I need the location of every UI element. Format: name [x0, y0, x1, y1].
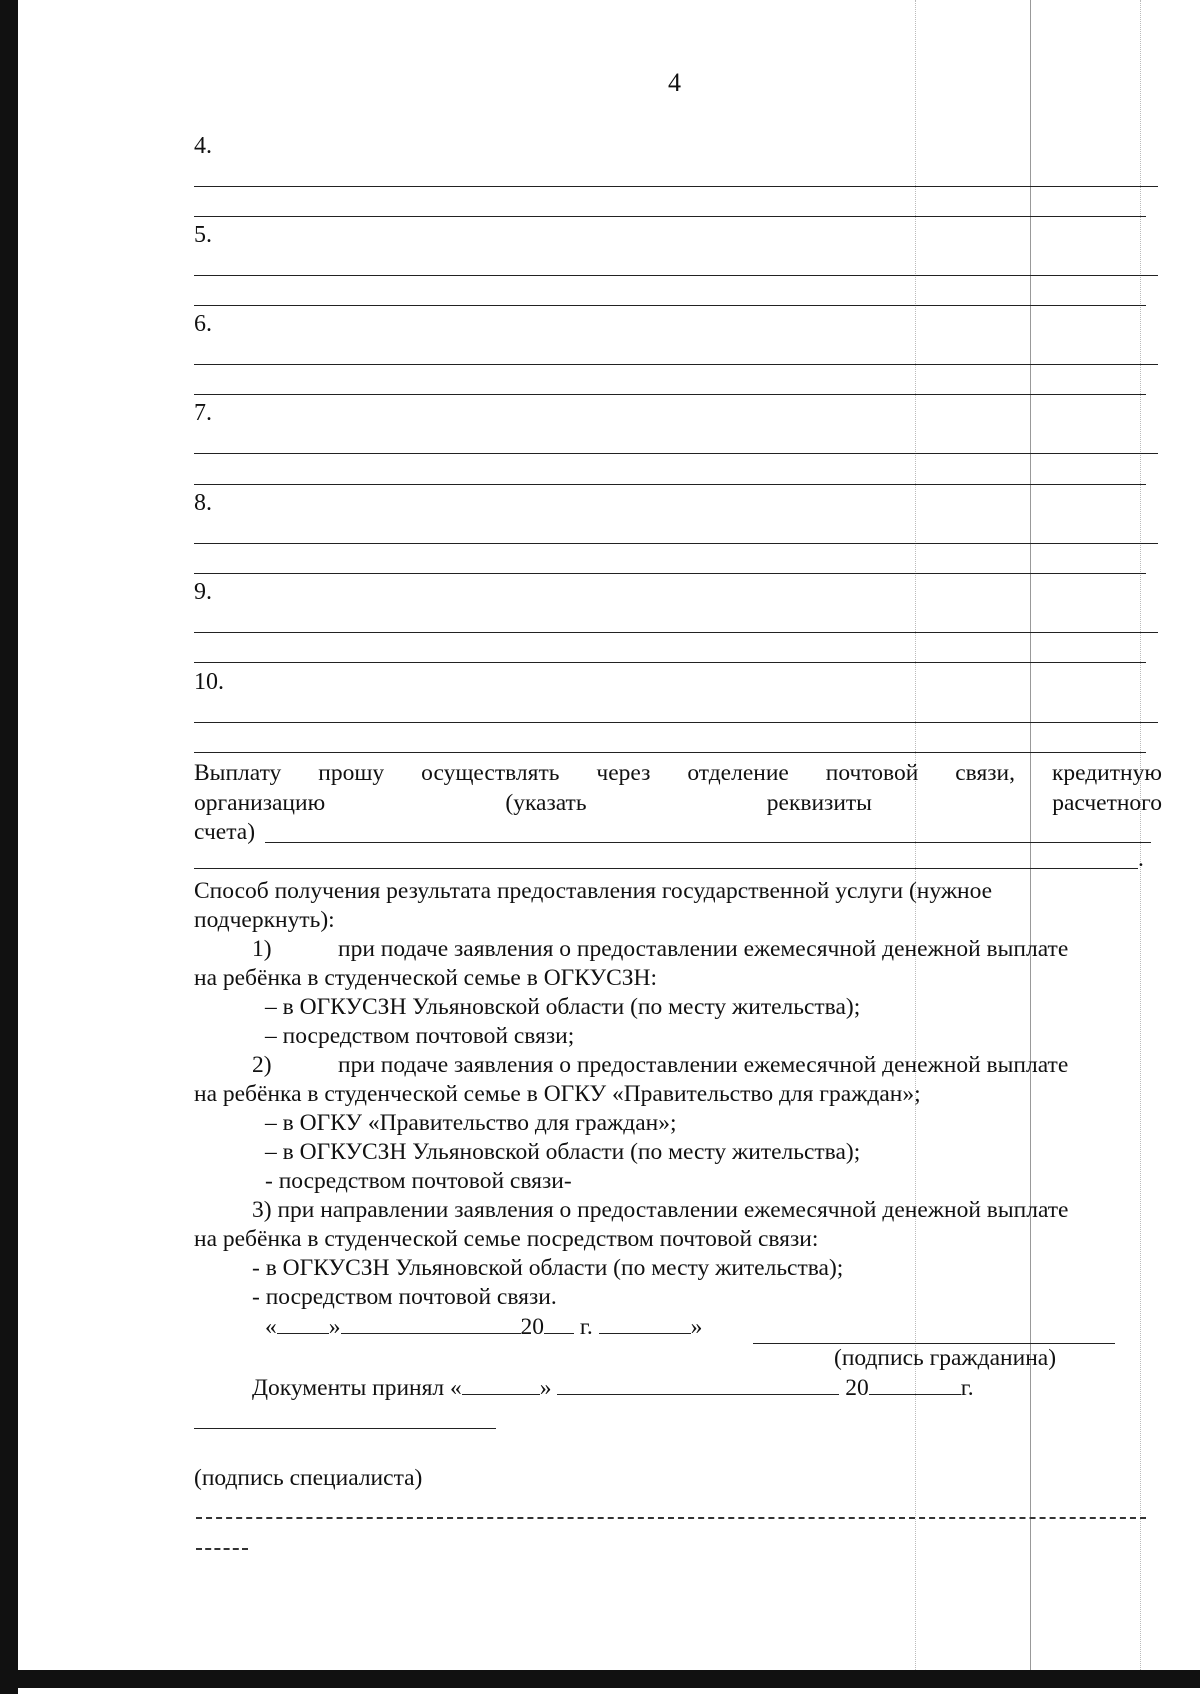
blank-line [194, 662, 1146, 663]
year-blank [544, 1313, 574, 1334]
specialist-signature-caption: (подпись специалиста) [194, 1465, 423, 1491]
option-subitem: - посредством почтовой связи- [265, 1168, 572, 1194]
specialist-signature-line [194, 1428, 496, 1429]
blank-line [194, 868, 1138, 869]
item-number: 5. [194, 222, 212, 248]
account-blank-line [265, 842, 1151, 843]
applicant-signature-row: « » 20 г. » [265, 1314, 703, 1340]
blank-line [194, 394, 1146, 395]
blank-line [194, 275, 1158, 276]
scan-fold-line [1140, 0, 1141, 1670]
date-blank [599, 1313, 691, 1334]
item-number: 4. [194, 133, 212, 159]
blank-line [194, 305, 1146, 306]
blank-line [194, 186, 1158, 187]
item-number: 10. [194, 669, 224, 695]
option-text: на ребёнка в студенческой семье в ОГКУСЗН: [194, 965, 658, 991]
page-number: 4 [668, 68, 681, 97]
option-text: на ребёнка в студенческой семье посредством почтовой связи: [194, 1226, 819, 1252]
method-intro: подчеркнуть): [194, 907, 335, 933]
scan-fold-line [1030, 0, 1031, 1670]
scan-fold-line [915, 0, 916, 1670]
option-subitem: – в ОГКУ «Правительство для граждан»; [265, 1110, 677, 1136]
option-text: 3) при направлении заявления о предоставлении ежемесячной денежной выплате [252, 1197, 1069, 1223]
method-intro: Способ получения результата предоставления государственной услуги (нужное [194, 878, 993, 904]
cut-line [196, 1517, 1146, 1519]
blank-line [194, 453, 1158, 454]
month-blank [341, 1313, 521, 1334]
documents-accepted-row: Документы принял « » 20 г. [252, 1375, 974, 1401]
item-number: 8. [194, 490, 212, 516]
option-subitem: – в ОГКУСЗН Ульяновской области (по месту жительства); [265, 994, 861, 1020]
option-number: 2) [252, 1052, 272, 1078]
applicant-signature-caption: (подпись гражданина) [834, 1345, 1057, 1371]
payment-text-line: организацию (указать реквизиты расчетного [194, 790, 1162, 816]
account-label: счета) [194, 819, 256, 845]
year-blank [869, 1374, 961, 1395]
payment-text-line: Выплату прошу осуществлять через отделение почтовой связи, кредитную [194, 760, 1162, 786]
scan-left-border [0, 0, 18, 1694]
option-text: при подаче заявления о предоставлении ежемесячной денежной выплате [338, 936, 1069, 962]
blank-line [194, 364, 1158, 365]
scan-bottom-border [0, 1670, 1200, 1688]
blank-line [194, 722, 1158, 723]
blank-line [194, 543, 1158, 544]
option-text: на ребёнка в студенческой семье в ОГКУ «Правительство для граждан»; [194, 1081, 921, 1107]
blank-line [194, 632, 1158, 633]
option-subitem: – в ОГКУСЗН Ульяновской области (по месту жительства); [265, 1139, 861, 1165]
blank-line [194, 216, 1146, 217]
item-number: 9. [194, 579, 212, 605]
blank-line [194, 484, 1146, 485]
day-blank [462, 1374, 540, 1395]
option-text: при подаче заявления о предоставлении ежемесячной денежной выплате [338, 1052, 1069, 1078]
cut-line [196, 1548, 248, 1550]
period-mark: . [1138, 846, 1144, 872]
option-subitem: – посредством почтовой связи; [265, 1023, 575, 1049]
item-number: 6. [194, 311, 212, 337]
month-blank [557, 1374, 839, 1395]
blank-line [194, 752, 1146, 753]
option-subitem: - посредством почтовой связи. [252, 1284, 557, 1310]
option-subitem: - в ОГКУСЗН Ульяновской области (по месту жительства); [252, 1255, 844, 1281]
day-blank [277, 1313, 329, 1334]
option-number: 1) [252, 936, 272, 962]
item-number: 7. [194, 400, 212, 426]
blank-line [194, 573, 1146, 574]
